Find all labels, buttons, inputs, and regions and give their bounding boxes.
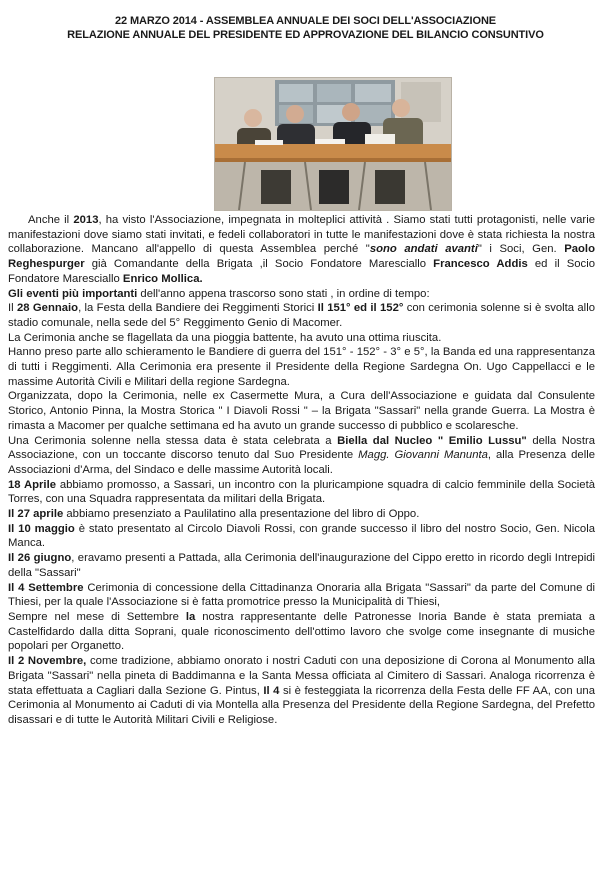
event-exhibition: Organizzata, dopo la Cerimonia, nelle ex Casermette Mura, a Cura dell'Associazione e guidata dal Consulente Storico, Antonio Pinna, la Mostra Storica " I Diavoli Rossi " – la Brigata "Sassari" nella grande Guerra. La Mostra è rimasta a Macomer per qualche settimana ed ha avuto un grande successo di pubblico e scolaresche. bbox=[8, 390, 595, 432]
event-28-gennaio: Il 28 Gennaio, la Festa della Bandiere dei Reggimenti Storici Il 151° ed il 152° con cerimonia solenne si è svolta allo stadio comunale, nella sede del 5° Reggimento Genio di Macomer. bbox=[8, 302, 595, 329]
event-27-aprile: Il 27 aprile abbiamo presenziato a Paulilatino alla presentazione del libro di Oppo. bbox=[8, 508, 420, 521]
event-settembre-castelfidardo: Sempre nel mese di Settembre la nostra rappresentante delle Patronesse Inoria Bande è stata premiata a Castelfidardo dalla ditta Soprani, quale riconoscimento dell'ottimo lavoro che svolge come insegnante di musiche popolari per Organetto. bbox=[8, 610, 595, 653]
event-2-novembre: Il 2 Novembre, come tradizione, abbiamo onorato i nostri Caduti con una deposizione di Corona al Monumento alla Brigata "Sassari" nella pineta di Baddimanna e la Santa Messa officiata al Cimitero di Sassari. Analoga ricorrenza è stata effettuata a Cagliari dalla Sezione G. Pintus, Il 4 si è festeggiata la ricorrenza della Festa delle FF AA, con una Cerimonia al Monumento ai Caduti di via Montella alla Presenza del Presidente della Regione Sardegna, del Prefetto disassari e di tutte le Autorità Militari Civili e Religiose. bbox=[8, 655, 596, 726]
events-intro: Gli eventi più importanti dell'anno appena trascorso sono stati , in ordine di tempo: bbox=[8, 287, 430, 300]
event-flags: Hanno preso parte allo schieramento le Bandiere di guerra del 151° - 152° - 3° e 5°, la Banda ed una rappresentanza di tutti i Reggimenti. Alla Cerimonia era presente il Presidente della Regione Sardegna On. Ugo Cappellacci e le massime Autorità Civili e Militari della regione Sardegna. bbox=[8, 346, 595, 388]
intro-paragraph: Anche il 2013, ha visto l'Associazione, impegnata in molteplici attività . Siamo stati tutti protagonisti, nelle varie manifestazioni dove siamo stati invitati, e fedeli collaboratori in tutte le manifestazioni dove è stata richiesta la nostra collaborazione. Mancano all'appello di questa Assemblea perché "sono andati avanti" i Soci, Gen. Paolo Reghespurger già Comandante della Brigata ,il Socio Fondatore Maresciallo Francesco Addis ed il Socio Fondatore Maresciallo Enrico Mollica. bbox=[8, 214, 595, 285]
event-ceremony-rain: La Cerimonia anche se flagellata da una pioggia battente, ha avuto una ottima riuscita. bbox=[8, 331, 442, 344]
document-header bbox=[0, 14, 611, 42]
assembly-photo bbox=[214, 77, 452, 211]
report-body bbox=[8, 213, 595, 728]
event-10-maggio: Il 10 maggio è stato presentato al Circolo Diavoli Rossi, con grande successo il libro del nostro Socio, Gen. Nicola Manca. bbox=[8, 522, 595, 550]
event-18-aprile: 18 Aprile abbiamo promosso, a Sassari, un incontro con la pluricampione squadra di calcio femminile della Società Torres, con una Squadra rappresentata da militari della Brigata. bbox=[8, 478, 595, 506]
event-26-giugno: Il 26 giugno, eravamo presenti a Pattada, alla Cerimonia dell'inaugurazione del Cippo eretto in ricordo degli Intrepidi della "Sassari" bbox=[8, 552, 595, 579]
event-4-settembre: Il 4 Settembre Cerimonia di concessione della Cittadinanza Onoraria alla Brigata "Sassari" da parte del Comune di Thiesi, per la quale l'Associazione si è fatta promotrice presso la Municipalità di Thiesi, bbox=[8, 581, 596, 609]
header-title: 22 MARZO 2014 - ASSEMBLEA ANNUALE DEI SOCI DELL'ASSOCIAZIONE bbox=[114, 15, 497, 27]
header-subtitle: RELAZIONE ANNUALE DEL PRESIDENTE ED APPROVAZIONE DEL BILANCIO CONSUNTIVO bbox=[67, 29, 544, 41]
event-biella: Una Cerimonia solenne nella stessa data è stata celebrata a Biella dal Nucleo " Emilio Lussu" della Nostra Associazione, con un toccante discorso tenuto dal Suo Presidente Magg. Giovanni Manunta, alla Presenza delle Associazioni d'Arma, del Sindaco e delle massime Autorità locali. bbox=[8, 434, 596, 476]
